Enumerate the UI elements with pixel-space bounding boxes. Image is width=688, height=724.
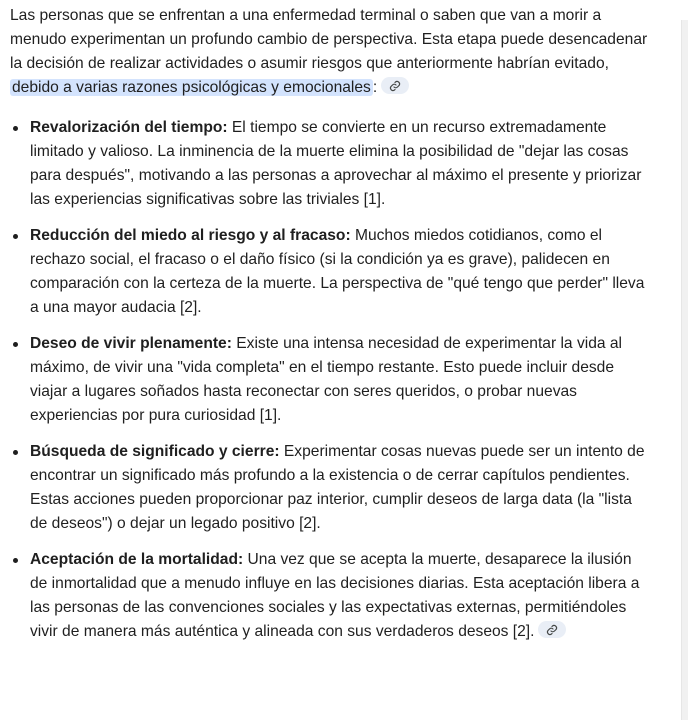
- highlighted-phrase[interactable]: debido a varias razones psicológicas y emocionales: [12, 79, 371, 96]
- bullet-icon: [13, 234, 18, 239]
- intro-text: Las personas que se enfrentan a una enfermedad terminal o saben que van a morir a menudo experimentan un profundo cambio de perspectiva. Esta etapa puede desencadenar la decisión de realizar actividades o asumir riesgos que anteriormente habrían evitado,: [10, 7, 648, 72]
- item-text: El tiempo se convierte en un recurso extremadamente limitado y valioso. La inminencia de la muerte elimina la posibilidad de "dejar las cosas para después", motivando a las personas a aprovechar al máximo el presente y priorizar las experiencias significativas sobre las triviales [1].: [30, 119, 642, 208]
- intro-paragraph: [10, 4, 650, 100]
- link-icon: [546, 624, 558, 636]
- scrollbar[interactable]: [681, 20, 688, 720]
- response-content: [10, 4, 650, 656]
- source-link-chip[interactable]: [381, 77, 409, 94]
- list-item: [10, 116, 650, 212]
- list-item: [10, 332, 650, 428]
- link-icon: [389, 80, 401, 92]
- item-title: Aceptación de la mortalidad:: [30, 551, 244, 568]
- item-text: Existe una intensa necesidad de experimentar la vida al máximo, de vivir una "vida completa" en el tiempo restante. Esto puede incluir desde viajar a lugares soñados hasta reconectar con seres queridos, o probar nuevas experiencias por pura curiosidad [1].: [30, 335, 623, 424]
- list-item: [10, 224, 650, 320]
- list-item: [10, 548, 650, 644]
- item-text: Experimentar cosas nuevas puede ser un intento de encontrar un significado más profundo a la existencia o de cerrar capítulos pendientes. Estas acciones pueden proporcionar paz interior, cumplir deseos de larga data (la "lista de deseos") o dejar un legado positivo [2].: [30, 443, 645, 532]
- source-link-chip[interactable]: [538, 621, 566, 638]
- bullet-icon: [13, 558, 18, 563]
- bullet-icon: [13, 450, 18, 455]
- item-title: Revalorización del tiempo:: [30, 119, 228, 136]
- intro-colon: :: [372, 79, 378, 96]
- item-title: Reducción del miedo al riesgo y al fracaso:: [30, 227, 351, 244]
- item-text: Muchos miedos cotidianos, como el rechazo social, el fracaso o el daño físico (si la condición ya es grave), palidecen en comparación con la certeza de la muerte. La perspectiva de "qué tengo que perder" lleva a una mayor audacia [2].: [30, 227, 645, 316]
- bullet-icon: [13, 126, 18, 131]
- item-text: Una vez que se acepta la muerte, desaparece la ilusión de inmortalidad que a menudo influye en las decisiones diarias. Esta aceptación libera a las personas de las convenciones sociales y las expectativas externas, permitiéndoles vivir de manera más auténtica y alineada con sus verdaderos deseos [2].: [30, 551, 640, 640]
- item-title: Deseo de vivir plenamente:: [30, 335, 232, 352]
- item-title: Búsqueda de significado y cierre:: [30, 443, 280, 460]
- reasons-list: [10, 116, 650, 644]
- bullet-icon: [13, 342, 18, 347]
- list-item: [10, 440, 650, 536]
